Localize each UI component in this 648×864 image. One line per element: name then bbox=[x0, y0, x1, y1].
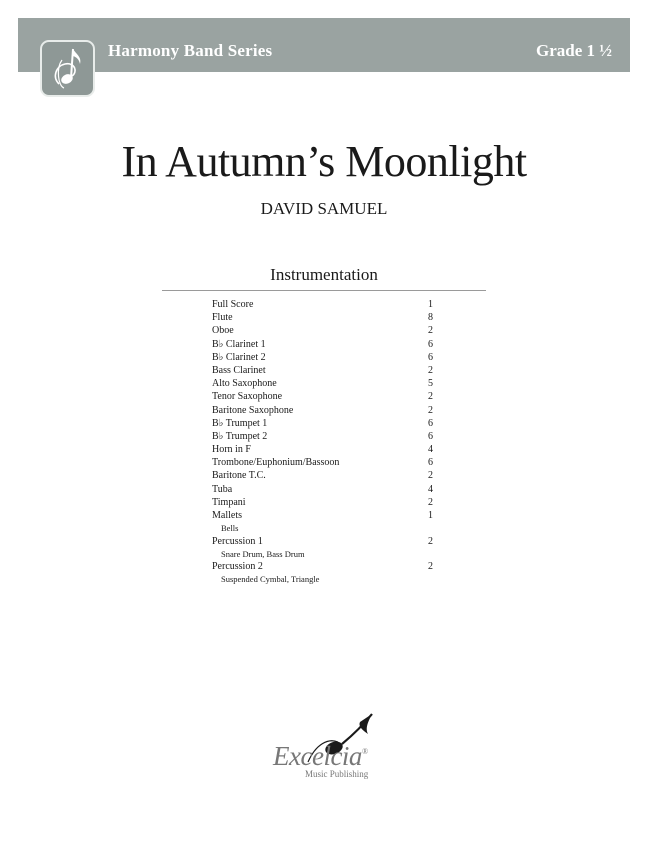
piece-title: In Autumn’s Moonlight bbox=[121, 137, 527, 186]
instrument-detail-row bbox=[212, 573, 442, 585]
instrument-name: B♭ Clarinet 1 bbox=[212, 338, 266, 350]
instrument-name: Percussion 2 bbox=[212, 561, 263, 573]
instrument-name: Alto Saxophone bbox=[212, 378, 277, 390]
instrument-name: Flute bbox=[212, 312, 233, 324]
instrument-row bbox=[212, 404, 442, 417]
part-quantity: 2 bbox=[428, 535, 433, 547]
part-quantity: 2 bbox=[428, 391, 433, 403]
instrument-name: Percussion 1 bbox=[212, 535, 263, 547]
instrument-row bbox=[212, 456, 442, 469]
instrument-name: Full Score bbox=[212, 299, 254, 310]
instrumentation-heading: Instrumentation bbox=[270, 265, 378, 284]
instrument-row bbox=[212, 311, 442, 324]
publisher-wordmark: Excelcia® bbox=[273, 741, 368, 771]
instrument-detail-row bbox=[212, 522, 442, 534]
instrument-name: Tenor Saxophone bbox=[212, 391, 283, 403]
instrument-name: Mallets bbox=[212, 510, 242, 521]
instrument-detail-row bbox=[212, 548, 442, 560]
instrument-row bbox=[212, 560, 442, 573]
instrument-name: Baritone T.C. bbox=[212, 470, 266, 482]
part-quantity: 6 bbox=[428, 430, 433, 442]
part-quantity: 8 bbox=[428, 312, 433, 324]
instrument-row bbox=[212, 364, 442, 377]
part-quantity: 6 bbox=[428, 338, 433, 350]
part-quantity: 5 bbox=[428, 378, 433, 390]
part-quantity: 4 bbox=[428, 444, 433, 456]
music-note-logo-icon bbox=[40, 40, 95, 97]
registered-mark: ® bbox=[361, 747, 368, 756]
part-quantity: 2 bbox=[428, 404, 433, 416]
instrument-detail: Bells bbox=[221, 523, 239, 534]
instrument-row bbox=[212, 417, 442, 430]
part-quantity: 2 bbox=[428, 561, 433, 573]
part-quantity: 6 bbox=[428, 351, 433, 363]
publisher-tagline: Music Publishing bbox=[305, 769, 369, 779]
instrument-name: B♭ Trumpet 1 bbox=[212, 417, 268, 429]
instrument-row bbox=[212, 298, 442, 311]
part-quantity: 6 bbox=[428, 417, 433, 429]
instrument-name: Horn in F bbox=[212, 444, 251, 456]
instrument-row bbox=[212, 430, 442, 443]
instrument-row bbox=[212, 469, 442, 482]
instrument-row bbox=[212, 496, 442, 509]
instrument-row bbox=[212, 483, 442, 496]
instrumentation-list bbox=[212, 298, 442, 586]
instrument-name: Tuba bbox=[212, 483, 233, 495]
instrument-row bbox=[212, 338, 442, 351]
instrument-row bbox=[212, 377, 442, 390]
instrument-name: B♭ Clarinet 2 bbox=[212, 351, 266, 363]
heading-divider bbox=[162, 290, 486, 291]
instrument-name: Baritone Saxophone bbox=[212, 404, 294, 416]
instrument-row bbox=[212, 535, 442, 548]
instrument-name: B♭ Trumpet 2 bbox=[212, 430, 268, 442]
part-quantity: 6 bbox=[428, 457, 433, 469]
instrument-row bbox=[212, 443, 442, 456]
instrument-detail: Suspended Cymbal, Triangle bbox=[221, 574, 320, 585]
instrument-name: Oboe bbox=[212, 325, 234, 337]
part-quantity: 2 bbox=[428, 325, 433, 337]
part-quantity: 2 bbox=[428, 470, 433, 482]
part-quantity: 2 bbox=[428, 496, 433, 508]
instrument-detail: Snare Drum, Bass Drum bbox=[221, 548, 305, 559]
instrument-name: Trombone/Euphonium/Bassoon bbox=[212, 457, 340, 469]
part-quantity: 4 bbox=[428, 483, 433, 495]
instrument-row bbox=[212, 509, 442, 522]
part-quantity: 1 bbox=[428, 510, 433, 521]
instrument-row bbox=[212, 390, 442, 403]
instrument-name: Timpani bbox=[212, 496, 246, 508]
composer-name: DAVID SAMUEL bbox=[260, 199, 388, 218]
instrument-row bbox=[212, 324, 442, 337]
grade-level: Grade 1 ½ bbox=[535, 41, 612, 60]
instrument-row bbox=[212, 351, 442, 364]
instrument-name: Bass Clarinet bbox=[212, 364, 266, 376]
series-name: Harmony Band Series bbox=[108, 41, 273, 60]
part-quantity: 1 bbox=[428, 299, 433, 310]
part-quantity: 2 bbox=[428, 364, 433, 376]
